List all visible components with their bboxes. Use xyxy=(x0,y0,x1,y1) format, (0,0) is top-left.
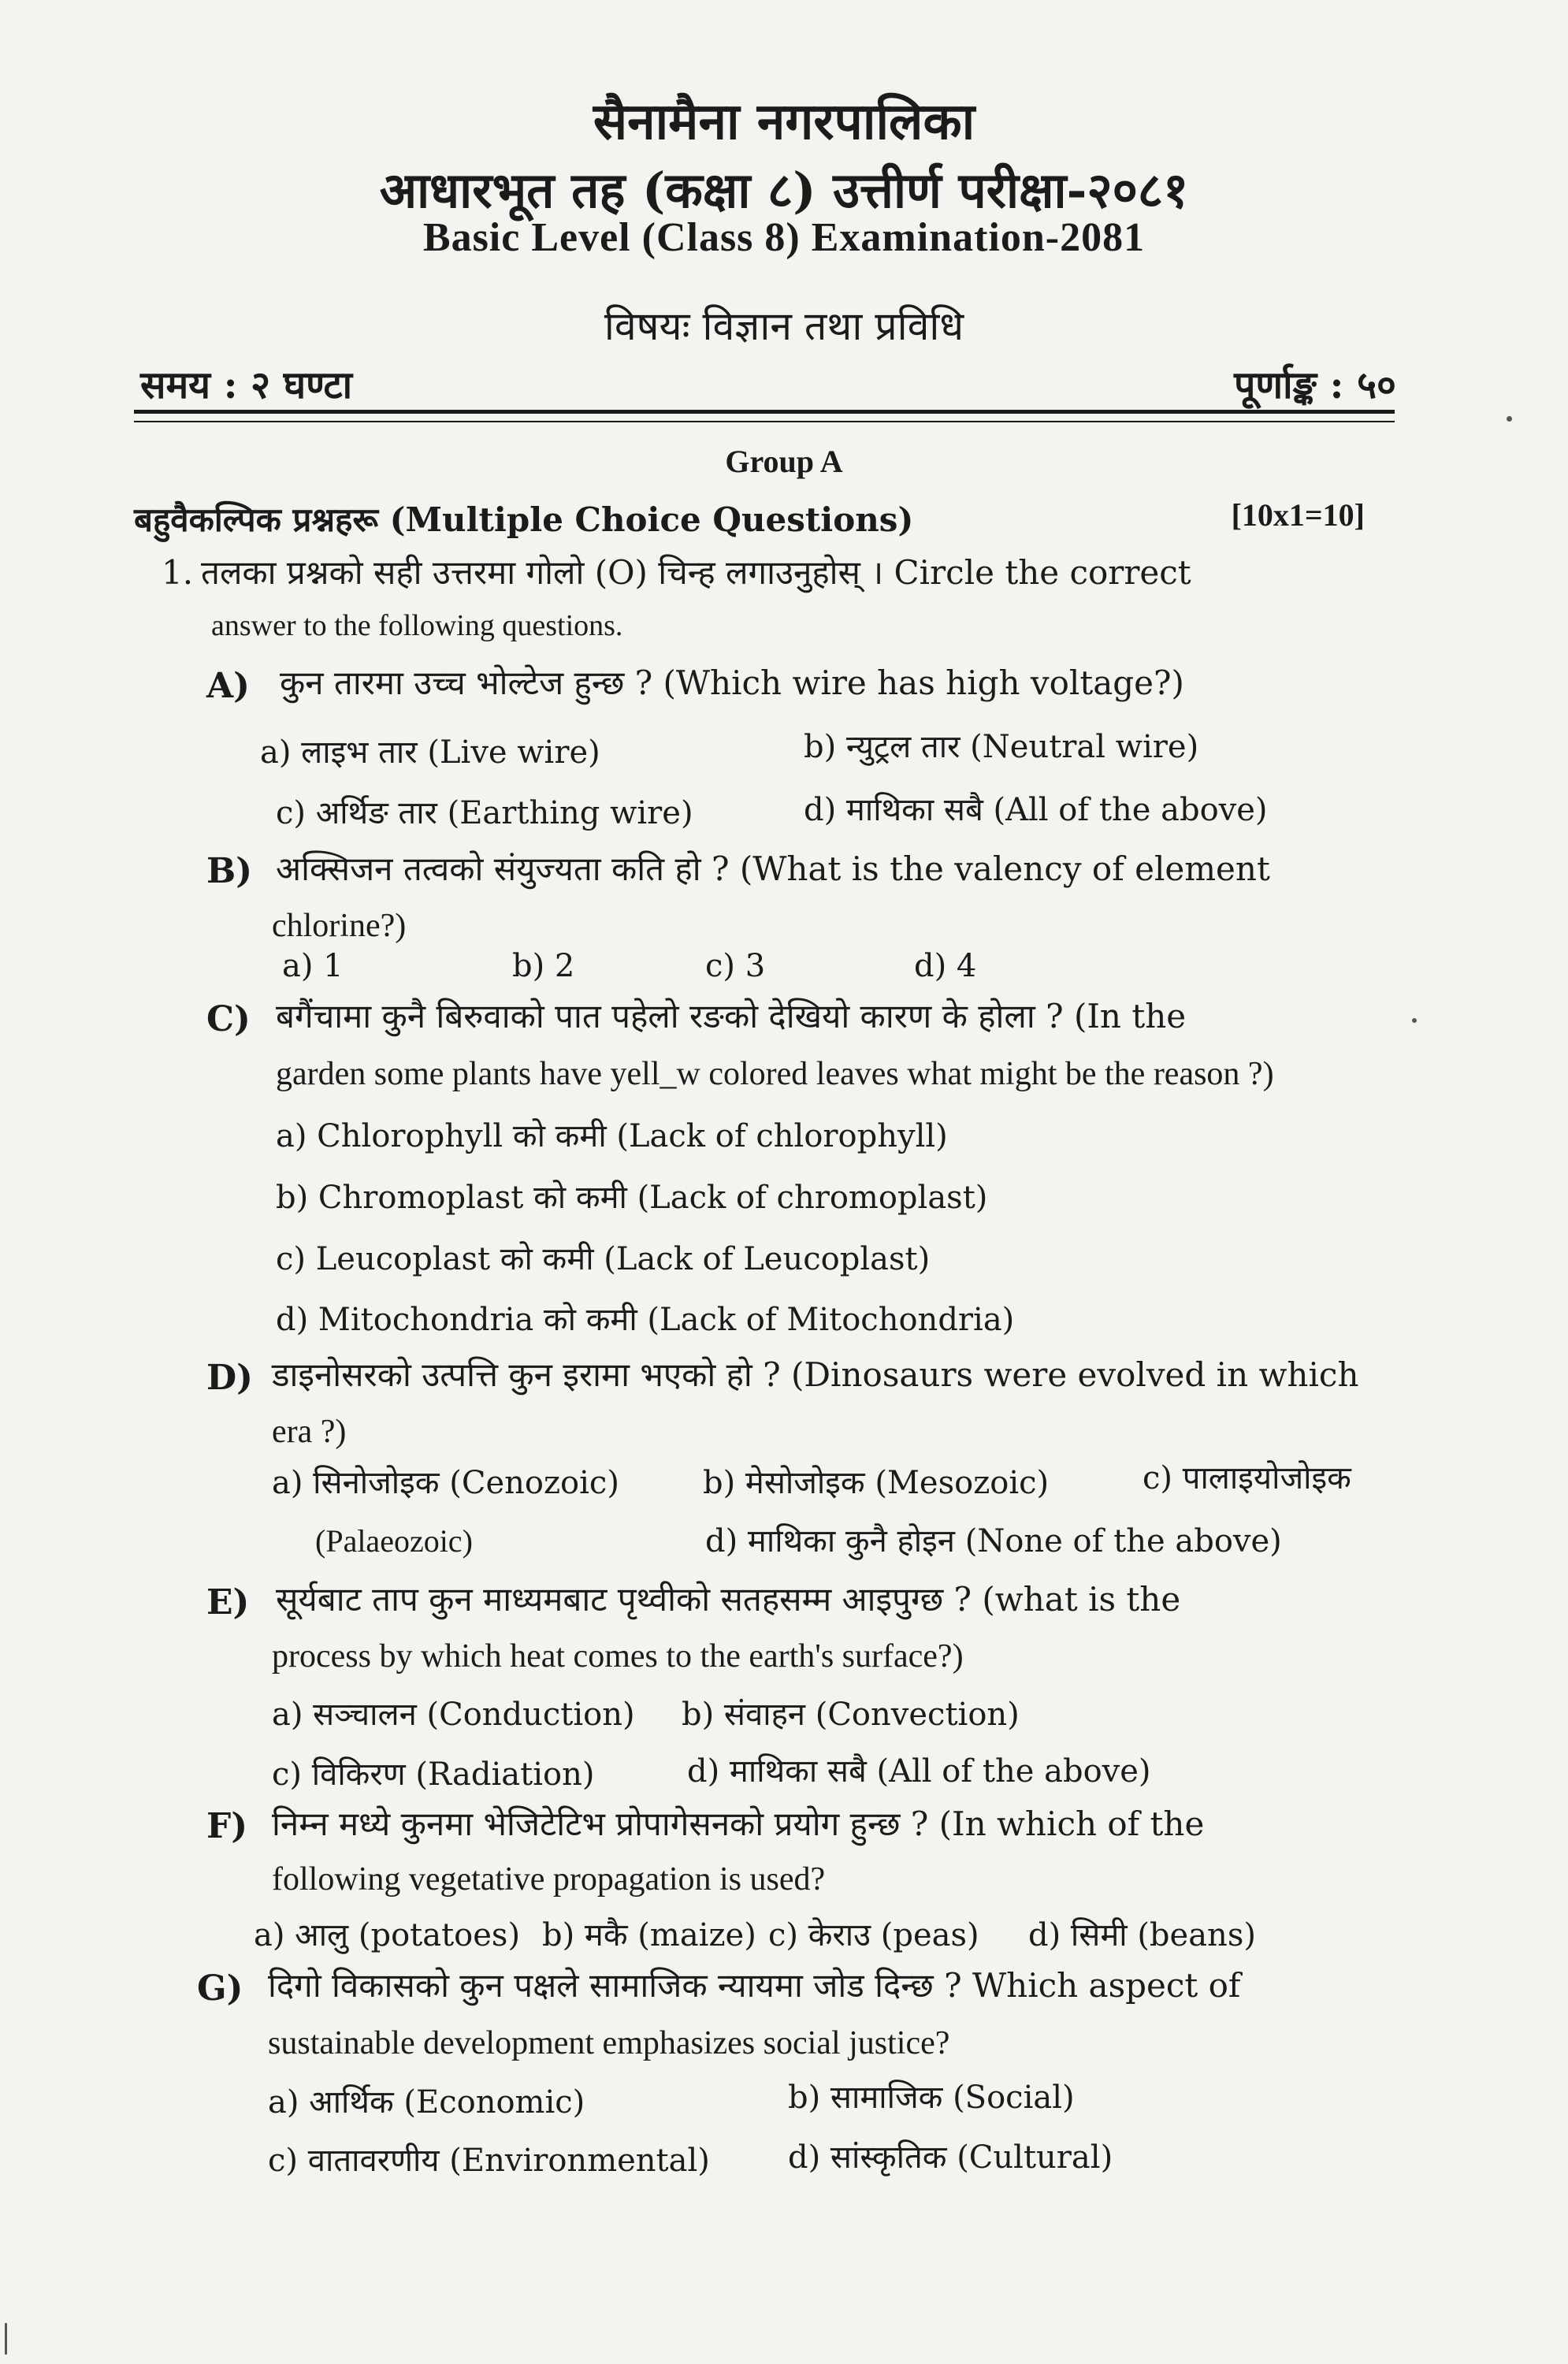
header-rule-thick xyxy=(134,410,1395,414)
option-b: b) मकै (maize) xyxy=(542,1917,756,1953)
question-e-text-2: process by which heat comes to the earth's surface?) xyxy=(272,1638,964,1674)
option-b: b) मेसोजोइक (Mesozoic) xyxy=(703,1465,1050,1501)
question-c-text-2: garden some plants have yell_w colored leaves what might be the reason ?) xyxy=(276,1056,1274,1092)
option-a: a) आलु (potatoes) xyxy=(254,1917,521,1953)
question-b-text-2: chlorine?) xyxy=(272,908,407,944)
option-d: d) माथिका सबै (All of the above) xyxy=(687,1753,1151,1790)
option-c: c) Leucoplast को कमी (Lack of Leucoplast) xyxy=(276,1241,931,1277)
exam-title-english: Basic Level (Class 8) Examination-2081 xyxy=(422,215,1146,260)
question-label-d: D) xyxy=(206,1358,253,1398)
group-heading: Group A xyxy=(725,444,843,479)
scan-speck xyxy=(1412,1018,1417,1023)
option-d: d) 4 xyxy=(914,948,977,984)
scan-mark xyxy=(5,2323,7,2355)
instruction-line-1: तलका प्रश्नको सही उत्तरमा गोलो (O) चिन्ह लगाउनुहोस् । Circle the correct xyxy=(201,553,1191,592)
question-d-text-1: डाइनोसरको उत्पत्ति कुन इरामा भएको हो ? (Dinosaurs were evolved in which xyxy=(272,1355,1359,1394)
question-a-text: कुन तारमा उच्च भोल्टेज हुन्छ ? (Which wire has high voltage?) xyxy=(280,663,1184,702)
exam-time: समय : २ घण्टा xyxy=(140,363,353,407)
question-e-text-1: सूर्यबाट ताप कुन माध्यमबाट पृथ्वीको सतहसम्म आइपुग्छ ? (what is the xyxy=(276,1580,1181,1619)
option-a: a) सिनोजोइक (Cenozoic) xyxy=(272,1465,619,1501)
full-marks: पूर्णाङ्क : ५० xyxy=(1234,363,1396,407)
option-b: b) Chromoplast को कमी (Lack of chromoplast) xyxy=(276,1180,988,1216)
option-c: c) विकिरण (Radiation) xyxy=(272,1756,595,1793)
question-label-e: E) xyxy=(206,1582,250,1622)
option-a: a) Chlorophyll को कमी (Lack of chlorophyll) xyxy=(276,1118,948,1154)
option-d: d) Mitochondria को कमी (Lack of Mitochondria) xyxy=(276,1302,1015,1338)
option-c: c) पालाइयोजोइक xyxy=(1143,1460,1351,1496)
question-number: 1. xyxy=(162,553,194,592)
scan-speck xyxy=(1507,416,1512,422)
option-d: d) माथिका कुनै होइन (None of the above) xyxy=(705,1523,1282,1559)
section-marks: [10x1=10] xyxy=(1231,497,1365,533)
option-b: b) सामाजिक (Social) xyxy=(788,2080,1075,2116)
instruction-line-2: answer to the following questions. xyxy=(211,609,623,642)
question-f-text-2: following vegetative propagation is used? xyxy=(272,1861,826,1898)
exam-title-nepali: आधारभूत तह (कक्षा ८) उत्तीर्ण परीक्षा-२०८१ xyxy=(379,162,1189,219)
option-d: d) सांस्कृतिक (Cultural) xyxy=(788,2139,1113,2176)
option-a: a) लाइभ तार (Live wire) xyxy=(260,734,600,771)
option-b: b) 2 xyxy=(512,948,575,984)
option-c: c) वातावरणीय (Environmental) xyxy=(268,2143,710,2179)
option-b: b) न्युट्रल तार (Neutral wire) xyxy=(804,729,1199,765)
question-label-a: A) xyxy=(206,666,250,706)
subject-title: विषयः विज्ञान तथा प्रविधि xyxy=(604,303,964,349)
option-c: c) केराउ (peas) xyxy=(768,1917,979,1953)
option-b: b) संवाहन (Convection) xyxy=(682,1697,1020,1733)
option-a: a) आर्थिक (Economic) xyxy=(268,2084,585,2121)
question-g-text-2: sustainable development emphasizes social justice? xyxy=(268,2025,950,2061)
question-label-f: F) xyxy=(206,1806,248,1846)
header-rule-thin xyxy=(134,421,1395,422)
question-d-text-2: era ?) xyxy=(272,1414,347,1450)
option-d: d) माथिका सबै (All of the above) xyxy=(804,792,1268,828)
question-g-text-1: दिगो विकासको कुन पक्षले सामाजिक न्यायमा जोड दिन्छ ? Which aspect of xyxy=(268,1966,1241,2005)
option-c: c) अर्थिङ तार (Earthing wire) xyxy=(276,795,693,831)
question-label-c: C) xyxy=(206,999,251,1039)
question-b-text-1: अक्सिजन तत्वको संयुज्यता कति हो ? (What is the valency of element xyxy=(276,849,1270,888)
question-c-text-1: बगैंचामा कुनै बिरुवाको पात पहेलो रङको देखियो कारण के होला ? (In the xyxy=(276,997,1187,1035)
section-title: बहुवैकल्पिक प्रश्नहरू (Multiple Choice Questions) xyxy=(134,500,914,539)
option-d: d) सिमी (beans) xyxy=(1028,1917,1256,1953)
option-c-continued: (Palaeozoic) xyxy=(315,1523,473,1559)
question-label-g: G) xyxy=(197,1968,243,2009)
question-f-text-1: निम्न मध्ये कुनमा भेजिटेटिभ प्रोपागेसनको प्रयोग हुन्छ ? (In which of the xyxy=(272,1805,1205,1843)
option-a: a) सञ्चालन (Conduction) xyxy=(272,1697,635,1733)
option-a: a) 1 xyxy=(282,948,344,984)
municipality-title: सैनामैना नगरपालिका xyxy=(593,92,975,151)
question-label-b: B) xyxy=(206,851,253,891)
option-c: c) 3 xyxy=(705,948,766,984)
